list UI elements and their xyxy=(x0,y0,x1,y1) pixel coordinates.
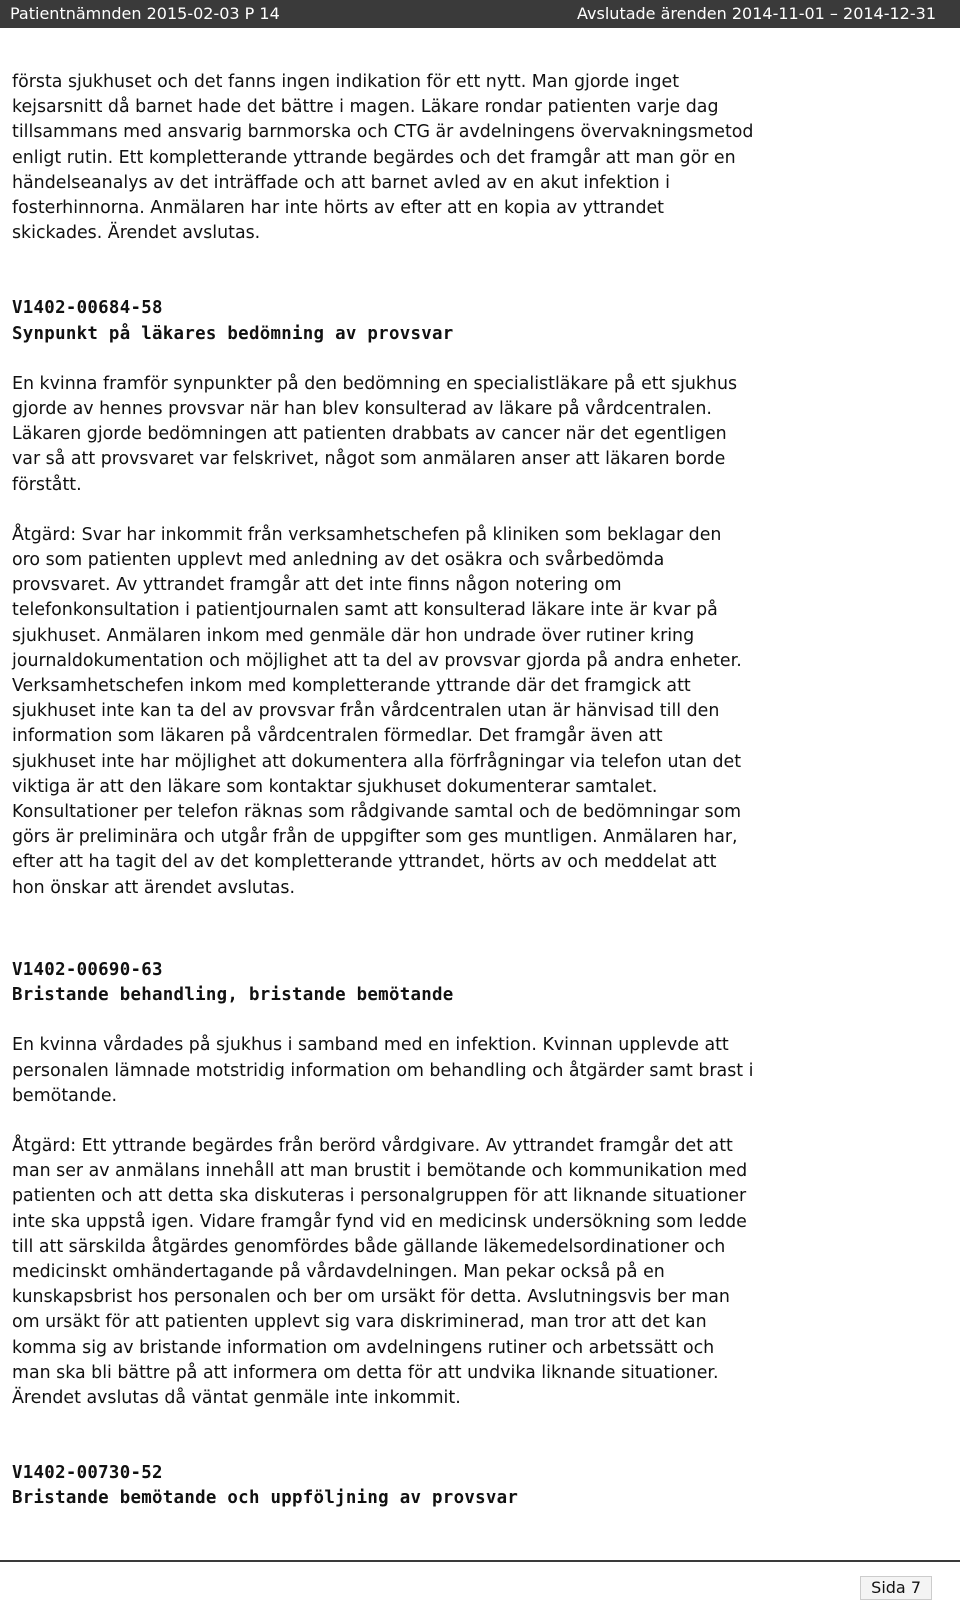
case-title: Synpunkt på läkares bedömning av provsvar xyxy=(12,323,454,344)
footer-divider xyxy=(0,1560,960,1562)
case-section xyxy=(12,296,912,900)
case-title: Bristande bemötande och uppföljning av provsvar xyxy=(12,1488,519,1509)
case-id: V1402-00684-58 xyxy=(12,298,163,319)
case-description: En kvinna framför synpunkter på den bedömning en specialistläkare på ett sjukhus gjorde av hennes provsvar när han blev konsulterad av läkare på vårdcentralen. Läkaren gjorde bedömningen att patienten drabbats av cancer när det egentligen var så att provsvaret var felskrivet, något som anmälaren anser att läkaren borde förstått. xyxy=(12,373,738,495)
case-id: V1402-00730-52 xyxy=(12,1463,163,1484)
case-section xyxy=(12,1461,912,1511)
document-body xyxy=(12,70,912,1512)
case-title: Bristande behandling, bristande bemötande xyxy=(12,985,454,1006)
header-document-title: Patientnämnden 2015-02-03 P 14 xyxy=(10,4,280,23)
intro-paragraph: första sjukhuset och det fanns ingen indikation för ett nytt. Man gjorde inget kejsarsnitt då barnet hade det bättre i magen. Läkare rondar patienten varje dag tillsammans med ansvarig barnmorska och CTG är avdelningens övervakningsmetod enligt rutin. Ett kompletterande yttrande begärdes och det framgår att man gör en händelseanalys av det inträffade och att barnet avled av en akut infektion i fosterhinnorna. Anmälaren har inte hörts av efter att en kopia av yttrandet skickades. Ärendet avslutas. xyxy=(12,72,754,244)
header-period: Avslutade ärenden 2014-11-01 – 2014-12-31 xyxy=(577,4,936,23)
case-id: V1402-00690-63 xyxy=(12,959,163,980)
case-description: En kvinna vårdades på sjukhus i samband med en infektion. Kvinnan upplevde att personalen lämnade motstridig information om behandling och åtgärder samt brast i bemötande. xyxy=(12,1035,754,1106)
case-action: Åtgärd: Svar har inkommit från verksamhetschefen på kliniken som beklagar den oro som patienten upplevt med anledning av det osäkra och svårbedömda provsvaret. Av yttrandet framgår att det inte finns någon notering om telefonkonsultation i patientjournalen samt att konsulterad läkare inte är kvar på sjukhuset. Anmälaren inkom med genmäle där hon undrade över rutiner kring journaldokumentation och möjlighet att ta del av provsvar gjorda på andra enheter. Verksamhetschefen inkom med kompletterande yttrande där det framgick att sjukhuset inte kan ta del av provsvar från vårdcentralen utan är hänvisad till den information som läkaren på vårdcentralen förmedlar. Det framgår även att sjukhuset inte har möjlighet att dokumentera alla förfrågningar via telefon utan det viktiga är att den läkare som kontaktar sjukhuset dokumenterar samtalet. Konsultationer per telefon räknas som rådgivande samtal och de bedömningar som görs är preliminära och utgår från de uppgifter som ges muntligen. Anmälaren har, efter att ha tagit del av det kompletterande yttrandet, hörts av och meddelat att hon önskar att ärendet avslutas. xyxy=(12,524,742,898)
page-number: Sida 7 xyxy=(860,1576,932,1600)
case-action: Åtgärd: Ett yttrande begärdes från berörd vårdgivare. Av yttrandet framgår det att man ser av anmälans innehåll att man brustit i bemötande och kommunikation med patienten och att detta ska diskuteras i personalgruppen för att liknande situationer inte ska uppstå igen. Vidare framgår fynd vid en medicinsk undersökning som ledde till att särskilda åtgärdes genomfördes både gällande läkemedelsordinationer och medicinskt omhändertagande på vårdavdelningen. Man pekar också på en kunskapsbrist hos personalen och ber om ursäkt för detta. Avslutningsvis ber man om ursäkt för att patienten upplevt sig vara diskriminerad, man tror att det kan komma sig av bristande information om avdelningens rutiner och arbetssätt och man ska bli bättre på att informera om detta för att undvika liknande situationer. Ärendet avslutas då väntat genmäle inte inkommit. xyxy=(12,1135,748,1408)
case-section xyxy=(12,958,912,1411)
page-header xyxy=(0,0,960,28)
